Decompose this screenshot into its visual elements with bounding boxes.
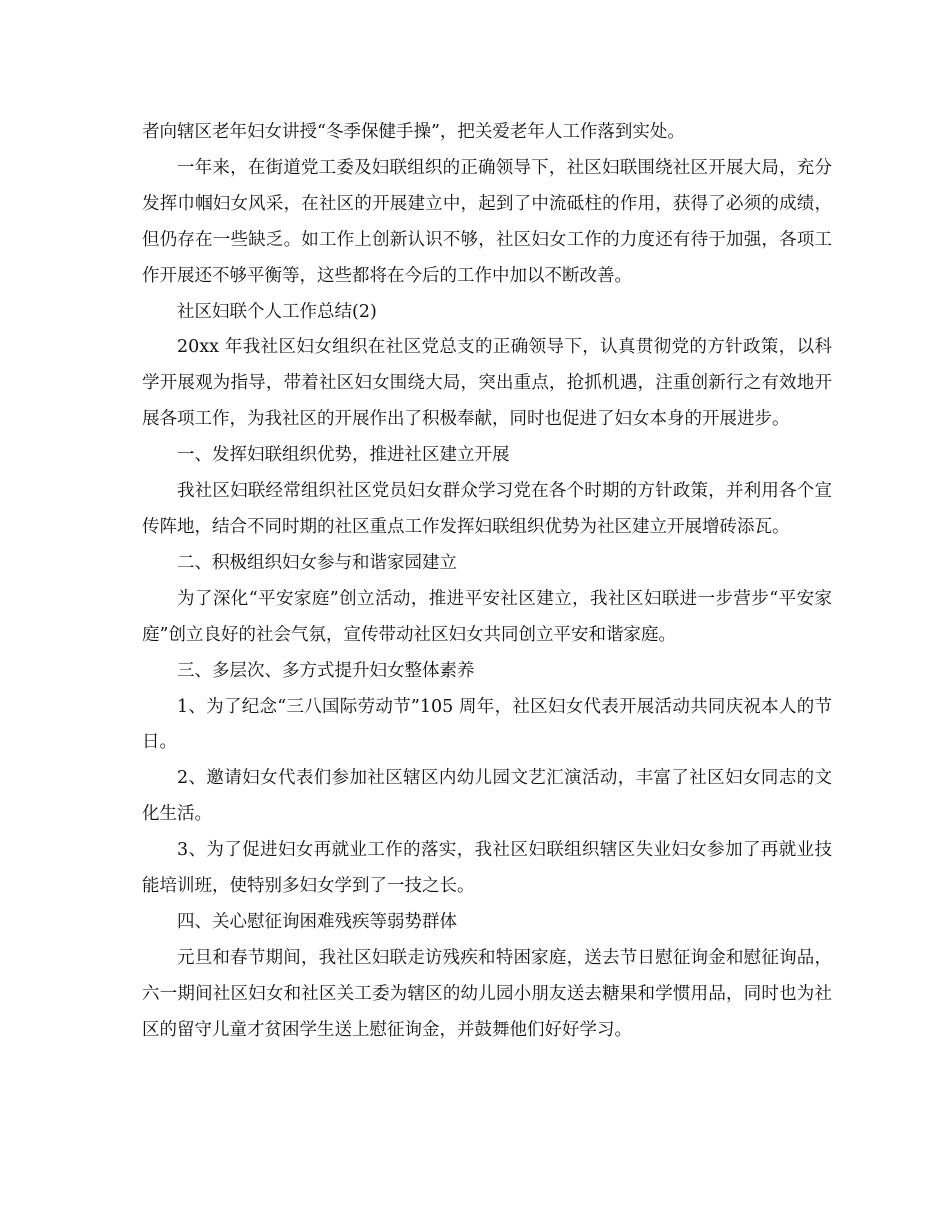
document-page xyxy=(142,115,832,1049)
section-heading-1: 一、发挥妇联组织优势，推进社区建立开展 xyxy=(177,445,510,466)
paragraph-7: 为了深化“平安家庭”创立活动，推进平安社区建立，我社区妇联进一步营步“平安家庭”创立良好的社会气氛，宣传带动社区妇女共同创立平安和谐家庭。 xyxy=(142,588,832,645)
section-title-2: 社区妇联个人工作总结(2) xyxy=(177,301,377,322)
paragraph-13: 元旦和春节期间，我社区妇联走访残疾和特困家庭，送去节日慰征询金和慰征询品，六一期间社区妇女和社区关工委为辖区的幼儿园小朋友送去糖果和学惯用品，同时也为社区的留守儿童才贫困学生送上慰征询金，并鼓舞他们好好学习。 xyxy=(142,947,832,1040)
section-heading-2: 二、积极组织妇女参与和谐家园建立 xyxy=(177,552,457,573)
section-heading-4: 四、关心慰征询困难残疾等弱势群体 xyxy=(177,911,457,932)
list-item-1: 1、为了纪念“三八国际劳动节”105 周年，社区妇女代表开展活动共同庆祝本人的节日。 xyxy=(142,696,832,753)
list-item-3: 3、为了促进妇女再就业工作的落实，我社区妇联组织辖区失业妇女参加了再就业技能培训班，使特别多妇女学到了一技之长。 xyxy=(142,840,832,897)
list-item-2: 2、邀请妇女代表们参加社区辖区内幼儿园文艺汇演活动，丰富了社区妇女同志的文化生活。 xyxy=(142,768,832,825)
paragraph-0: 者向辖区老年妇女讲授“冬季保健手操”，把关爱老年人工作落到实处。 xyxy=(142,122,685,142)
paragraph-3: 20xx 年我社区妇女组织在社区党总支的正确领导下，认真贯彻党的方针政策，以科学开展观为指导，带着社区妇女围绕大局，突出重点，抢抓机遇，注重创新行之有效地开展各项工作，为我社区的开展作出了积极奉献，同时也促进了妇女本身的开展进步。 xyxy=(142,337,832,430)
paragraph-1: 一年来，在街道党工委及妇联组织的正确领导下，社区妇联围绕社区开展大局，充分发挥巾帼妇女风采，在社区的开展建立中，起到了中流砥柱的作用，获得了必须的成绩，但仍存在一些缺乏。如工作上创新认识不够，社区妇女工作的力度还有待于加强，各项工作开展还不够平衡等，这些都将在今后的工作中加以不断改善。 xyxy=(142,157,832,286)
section-heading-3: 三、多层次、多方式提升妇女整体素养 xyxy=(177,660,475,681)
paragraph-5: 我社区妇联经常组织社区党员妇女群众学习党在各个时期的方针政策，并利用各个宣传阵地，结合不同时期的社区重点工作发挥妇联组织优势为社区建立开展增砖添瓦。 xyxy=(142,481,832,537)
